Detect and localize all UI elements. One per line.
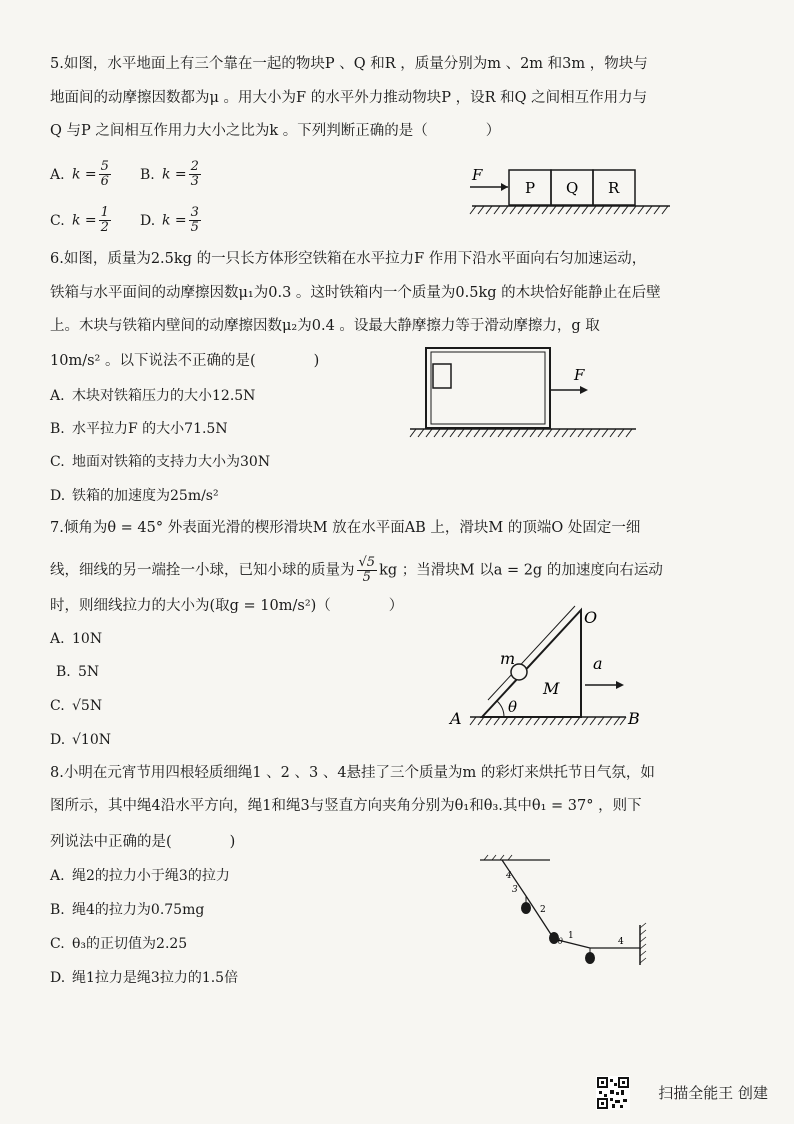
q8-line-2: 图所示，其中绳4沿水平方向，绳1和绳3与竖直方向夹角分别为θ₁和θ₃.其中θ₁ = 37° ，则下 [50, 798, 642, 814]
q5-line-3: Q 与P 之间相互作用力大小之比为k 。下列判断正确的是（ ） [50, 123, 501, 139]
q7-label-m: m [500, 649, 516, 668]
q7-option-c: C. √5N [50, 698, 103, 714]
q5-line-1: 5.如图，水平地面上有三个靠在一起的物块P 、Q 和R ，质量分别为m 、2m 和3m ，物块与 [50, 56, 648, 72]
scanner-watermark: 扫描全能王 创建 [658, 1084, 768, 1102]
q7-option-d: D. √10N [50, 732, 111, 748]
q5-option-b: B. k = $\frac{2}{3}$ [140, 159, 199, 189]
q6-option-a: A. 木块对铁箱压力的大小12.5N [50, 388, 256, 404]
q5-line-2: 地面间的动摩擦因数都为μ 。用大小为F 的水平外力推动物块P ，设R 和Q 之间相互作用力与 [50, 90, 648, 106]
q8-rope-label-4: 4 [618, 937, 624, 947]
q8-option-c: C. θ₃的正切值为2.25 [50, 936, 188, 952]
q5-block-q: Q [566, 179, 579, 197]
q7-label-A: A [450, 709, 462, 728]
q7-line-3: 时，则细线拉力的大小为(取g = 10m/s²)（ ） [50, 598, 404, 614]
q6-option-b: B. 水平拉力F 的大小71.5N [50, 421, 228, 437]
q5-force-label: F [472, 166, 483, 184]
q6-option-d: D. 铁箱的加速度为25m/s² [50, 488, 219, 504]
q7-label-B: B [628, 709, 640, 728]
q8-option-b: B. 绳4的拉力为0.75mg [50, 902, 205, 918]
q8-lantern-1 [521, 902, 531, 914]
q8-lantern-3 [585, 952, 595, 964]
q8-rope-label-2: 2 [540, 905, 546, 915]
q6-iron-box-figure [404, 342, 644, 442]
q7-wedge-figure [440, 600, 660, 735]
q5-option-a: A. k = $\frac{5}{6}$ [50, 159, 109, 189]
q7-option-a: A. 10N [50, 631, 103, 647]
q7-line-1: 7.倾角为θ = 45° 外表面光滑的楔形滑块M 放在水平面AB 上，滑块M 的顶端O 处固定一细 [50, 520, 641, 536]
q8-rope-label-theta-top: 3 [512, 885, 518, 895]
q8-line-1: 8.小明在元宵节用四根轻质细绳1 、2 、3 、4悬挂了三个质量为m 的彩灯来烘托节日气氛，如 [50, 765, 655, 781]
q8-theta-label: θ [558, 937, 563, 946]
q7-label-a: a [593, 654, 603, 673]
q5-option-c: C. k = $\frac{1}{2}$ [50, 205, 109, 235]
q6-line-2: 铁箱与水平面间的动摩擦因数μ₁为0.3 。这时铁箱内一个质量为0.5kg 的木块恰好能静止在后壁 [50, 285, 661, 301]
q5-blocks-figure [462, 162, 674, 222]
q6-wood-block [433, 364, 451, 388]
q8-option-a: A. 绳2的拉力小于绳3的拉力 [50, 868, 230, 884]
q7-label-o: O [584, 608, 598, 627]
q7-option-b: B. 5N [56, 664, 100, 680]
q8-option-d: D. 绳1拉力是绳3拉力的1.5倍 [50, 970, 239, 986]
q7-label-theta: θ [508, 698, 518, 716]
q5-block-r: R [608, 179, 620, 197]
q5-option-d: D. k = $\frac{3}{5}$ [140, 205, 199, 235]
q6-line-3: 上。木块与铁箱内壁间的动摩擦因数μ₂为0.4 。设最大静摩擦力等于滑动摩擦力，g 取 [50, 318, 600, 334]
q6-force-label: F [574, 366, 585, 384]
q6-line-4: 10m/s² 。以下说法不正确的是( ) [50, 353, 320, 369]
q8-rope-label-top: 4 [506, 871, 512, 881]
q7-line-2: 线，细线的另一端拴一小球，已知小球的质量为 $\frac{√5}{5}$ kg ；当滑块M 以a = 2g 的加速度向右运动 [50, 555, 663, 585]
q6-option-c: C. 地面对铁箱的支持力大小为30N [50, 454, 271, 470]
q8-rope-label-1: 1 [568, 931, 574, 941]
q5-block-p: P [525, 179, 536, 197]
q8-lanterns-figure [470, 850, 670, 980]
q6-line-1: 6.如图，质量为2.5kg 的一只长方体形空铁箱在水平拉力F 作用下沿水平面向右匀加速运动， [50, 251, 647, 267]
qr-code-icon [596, 1076, 630, 1110]
q8-line-3: 列说法中正确的是( ) [50, 834, 236, 850]
q7-label-M: M [543, 679, 560, 698]
